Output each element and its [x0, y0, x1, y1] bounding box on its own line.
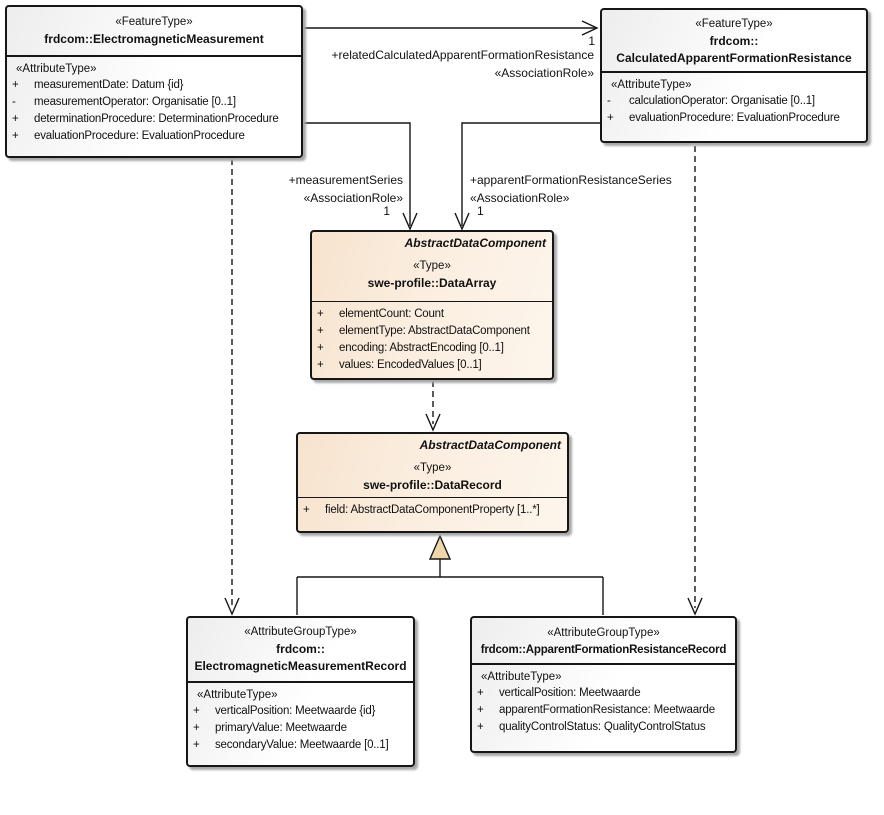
attribute-text: secondaryValue: Meetwaarde [0..1]	[215, 739, 389, 751]
attribute-text: evaluationProcedure: EvaluationProcedure	[34, 130, 245, 142]
association-role-name: +apparentFormationResistanceSeries	[470, 173, 672, 187]
attribute-row	[602, 110, 866, 127]
association-role-name: +measurementSeries	[288, 173, 403, 187]
attribute-row	[472, 685, 735, 702]
class-name: swe-profile::DataArray	[367, 276, 497, 290]
class-name: swe-profile::DataRecord	[363, 478, 502, 492]
attribute-row	[7, 128, 301, 145]
attribute-row	[472, 719, 735, 736]
attribute-text: values: EncodedValues [0..1]	[339, 359, 482, 371]
attribute-row	[7, 111, 301, 128]
attribute-row	[472, 702, 735, 719]
visibility-symbol: +	[12, 113, 19, 125]
attribute-text: elementCount: Count	[339, 308, 444, 320]
attribute-row	[312, 306, 552, 323]
class-stereotype: «FeatureType»	[695, 18, 773, 30]
attribute-text: verticalPosition: Meetwaarde	[499, 687, 641, 699]
attribute-row	[188, 720, 413, 737]
parent-class-name: AbstractDataComponent	[419, 438, 561, 452]
visibility-symbol: +	[607, 112, 614, 124]
attributes-compartment	[472, 663, 735, 736]
class-name: ElectromagneticMeasurementRecord	[194, 659, 407, 673]
visibility-symbol: +	[303, 504, 310, 516]
attribute-row	[312, 340, 552, 357]
attribute-row	[312, 357, 552, 374]
attributes-compartment	[602, 71, 866, 127]
visibility-symbol: +	[193, 722, 200, 734]
association-role-stereotype: «AssociationRole»	[470, 191, 570, 205]
generalization-triangle-icon	[430, 536, 450, 559]
attribute-row	[298, 502, 567, 519]
attribute-row	[312, 323, 552, 340]
class-name: frdcom::	[709, 34, 759, 48]
attribute-text: measurementOperator: Organisatie [0..1]	[34, 96, 236, 108]
attribute-text: apparentFormationResistance: Meetwaarde	[499, 704, 715, 716]
open-arrowhead-icon	[688, 598, 702, 614]
visibility-symbol: +	[12, 79, 19, 91]
class-stereotype: «Type»	[413, 260, 451, 272]
visibility-symbol: +	[317, 359, 324, 371]
class-header	[188, 618, 413, 681]
open-arrowhead-icon	[582, 21, 597, 35]
multiplicity-label: 1	[477, 204, 484, 218]
visibility-symbol: +	[193, 739, 200, 751]
attribute-text: encoding: AbstractEncoding [0..1]	[339, 342, 504, 354]
class-header	[312, 232, 552, 301]
visibility-symbol: -	[607, 95, 611, 107]
class-name: frdcom::	[276, 642, 325, 656]
open-arrowhead-icon	[455, 213, 469, 229]
visibility-symbol: +	[477, 721, 484, 733]
attribute-text: evaluationProcedure: EvaluationProcedure	[629, 112, 840, 124]
attribute-text: field: AbstractDataComponentProperty [1..*]	[325, 504, 540, 516]
attribute-row	[188, 737, 413, 754]
visibility-symbol: +	[477, 687, 484, 699]
generalization-connector	[297, 536, 603, 615]
visibility-symbol: +	[317, 308, 324, 320]
class-dataarray[interactable]	[310, 230, 554, 380]
visibility-symbol: +	[193, 705, 200, 717]
parent-class-name: AbstractDataComponent	[404, 236, 546, 250]
class-stereotype: «AttributeGroupType»	[547, 627, 660, 639]
visibility-symbol: +	[317, 325, 324, 337]
class-name: frdcom::ElectromagneticMeasurement	[44, 32, 264, 46]
class-name: CalculatedApparentFormationResistance	[616, 51, 852, 65]
class-stereotype: «FeatureType»	[115, 16, 193, 28]
class-apparent-formation-resistance-record[interactable]	[470, 616, 737, 753]
attributes-compartment	[188, 681, 413, 754]
attribute-text: calculationOperator: Organisatie [0..1]	[629, 95, 815, 107]
attribute-text: primaryValue: Meetwaarde	[215, 722, 347, 734]
attribute-text: qualityControlStatus: QualityControlStatus	[499, 721, 706, 733]
attribute-stereotype: «AttributeType»	[197, 689, 278, 701]
class-header	[472, 618, 735, 663]
attribute-row	[602, 93, 866, 110]
class-header	[7, 7, 301, 55]
class-name: frdcom::ApparentFormationResistanceRecord	[480, 644, 727, 656]
class-header	[298, 434, 567, 497]
open-arrowhead-icon	[426, 414, 440, 430]
class-electromagnetic-measurement-record[interactable]	[186, 616, 415, 767]
multiplicity-label: 1	[383, 204, 390, 218]
open-arrowhead-icon	[403, 213, 417, 229]
class-header	[602, 10, 866, 71]
association-role-stereotype: «AssociationRole»	[303, 191, 403, 205]
multiplicity-label: 1	[588, 34, 595, 48]
attribute-text: measurementDate: Datum {id}	[34, 79, 184, 91]
attribute-text: determinationProcedure: DeterminationProcedure	[34, 113, 279, 125]
open-arrowhead-icon	[225, 598, 239, 614]
attribute-stereotype: «AttributeType»	[481, 671, 562, 683]
association-role-stereotype: «AssociationRole»	[494, 66, 594, 80]
attribute-row	[7, 77, 301, 94]
attribute-stereotype: «AttributeType»	[611, 79, 692, 91]
class-stereotype: «AttributeGroupType»	[244, 626, 357, 638]
class-stereotype: «Type»	[413, 462, 452, 474]
attribute-row	[188, 703, 413, 720]
class-datarecord[interactable]	[296, 432, 569, 533]
attributes-compartment	[312, 301, 552, 374]
association-related-connector	[303, 21, 597, 35]
association-role-name: +relatedCalculatedApparentFormationResistance	[331, 48, 594, 62]
attributes-compartment	[7, 55, 301, 145]
afr-record-dependency	[688, 146, 702, 614]
class-electromagnetic-measurement[interactable]	[5, 5, 303, 158]
visibility-symbol: -	[12, 96, 16, 108]
attribute-text: elementType: AbstractDataComponent	[339, 325, 530, 337]
attributes-compartment	[298, 497, 567, 519]
attribute-text: verticalPosition: Meetwaarde {id}	[215, 705, 376, 717]
attribute-row	[7, 94, 301, 111]
visibility-symbol: +	[317, 342, 324, 354]
dataarray-datarecord-dependency	[426, 381, 440, 430]
attribute-stereotype: «AttributeType»	[16, 63, 97, 75]
em-record-dependency	[225, 159, 239, 614]
visibility-symbol: +	[477, 704, 484, 716]
visibility-symbol: +	[12, 130, 19, 142]
class-calculated-apparent-formation-resistance[interactable]	[600, 8, 868, 143]
